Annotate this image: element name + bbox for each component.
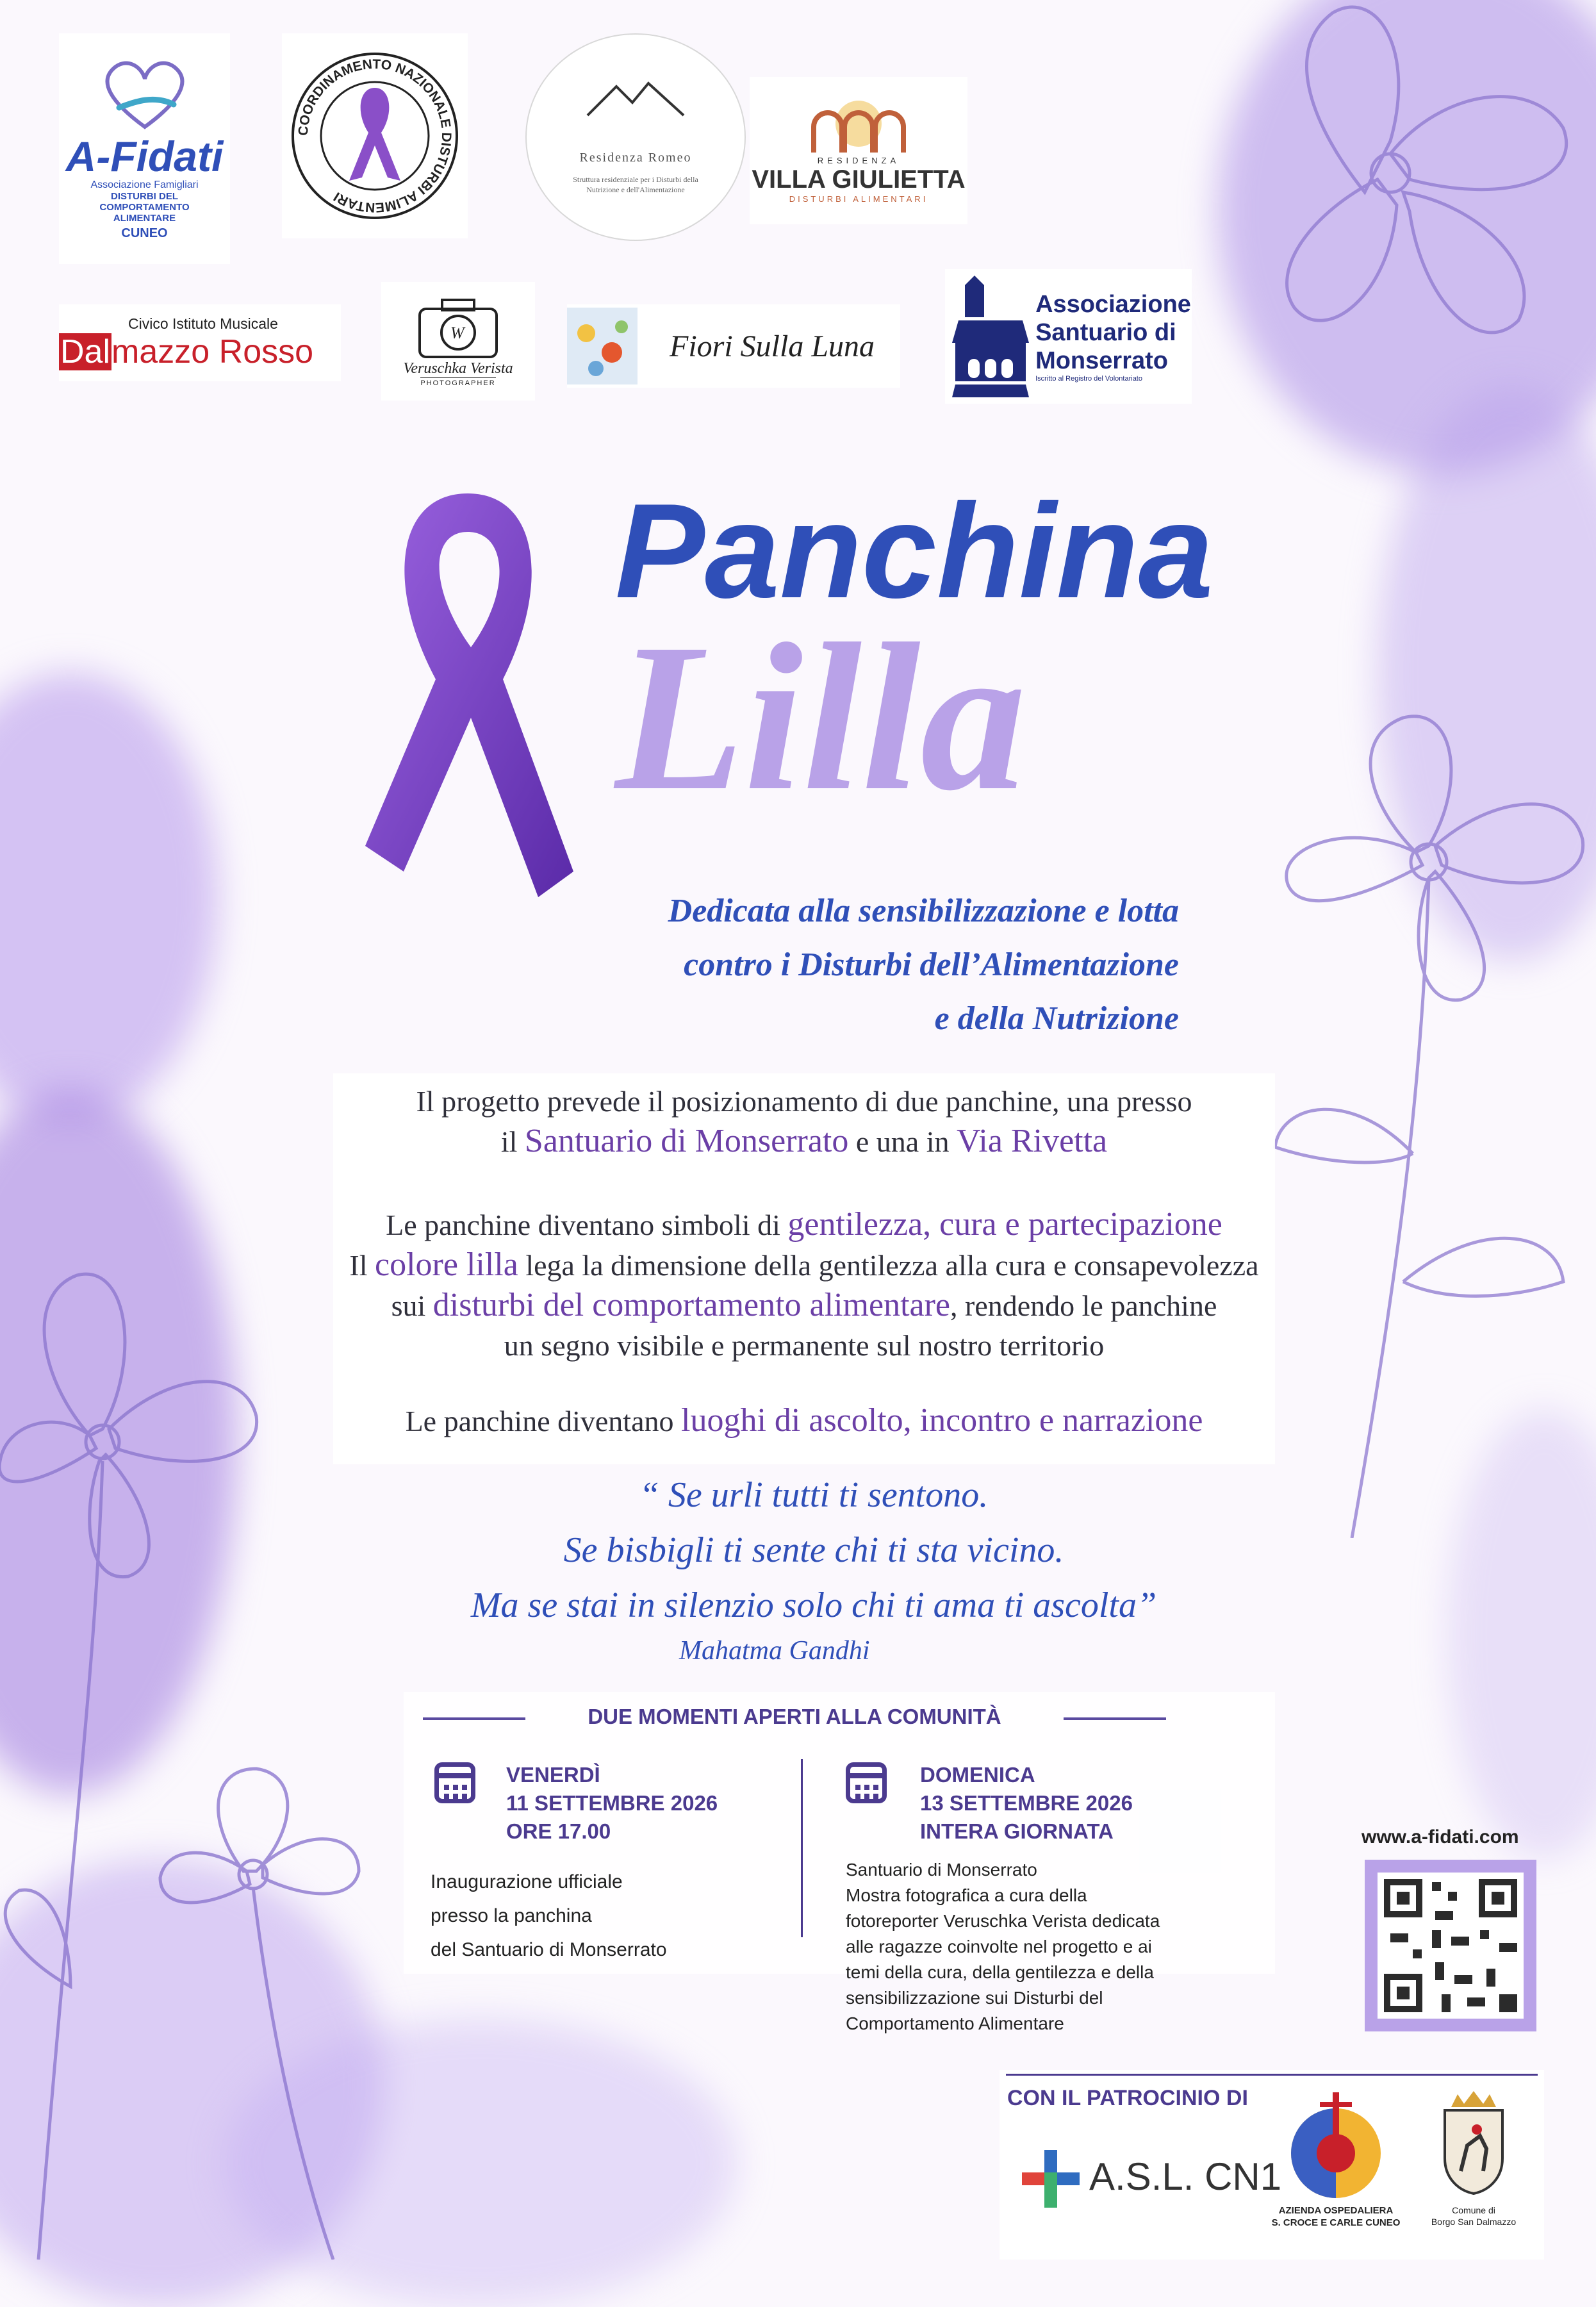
- patrocinio-label: CON IL PATROCINIO DI: [1007, 2086, 1248, 2110]
- quote-author: Mahatma Gandhi: [679, 1636, 870, 1666]
- svg-text:W: W: [450, 323, 465, 342]
- afidati-city: CUNEO: [121, 226, 168, 240]
- p2-text: sui: [391, 1289, 433, 1322]
- church-icon: [946, 272, 1035, 401]
- event2-header: [920, 1761, 1133, 1846]
- event2-desc-6: Comportamento Alimentare: [846, 2013, 1064, 2033]
- flowers-icon: [567, 308, 638, 384]
- paragraph-2: [333, 1205, 1275, 1366]
- romeo-name: Residenza Romeo: [579, 150, 692, 165]
- heart-hands-icon: [97, 56, 193, 133]
- p1-line-2: [333, 1121, 1275, 1162]
- via-rivetta-highlight: Via Rivetta: [956, 1123, 1108, 1159]
- p2-line-1: [333, 1205, 1275, 1245]
- p1-text: il: [500, 1125, 525, 1158]
- p1-line-1: Il progetto prevede il posizionamento di due panchine, una presso: [416, 1085, 1192, 1118]
- subtitle-line-2: contro i Disturbi dell’Alimentazione: [684, 947, 1179, 983]
- quote: [359, 1468, 1269, 1633]
- event1-desc-2: presso la panchina: [431, 1905, 592, 1926]
- logo-dalmazzo-rosso: [59, 304, 341, 381]
- purple-ribbon-icon: [359, 487, 577, 923]
- logo-afidati: [59, 33, 230, 264]
- dalmazzo-small: Civico Istituto Musicale: [128, 315, 278, 332]
- dalmazzo-name: [59, 333, 313, 371]
- comune-line-2: Borgo San Dalmazzo: [1431, 2217, 1517, 2227]
- event2-time: INTERA GIORNATA: [920, 1819, 1114, 1843]
- p2-line-2: [333, 1245, 1275, 1286]
- azienda-name: [1249, 2204, 1422, 2229]
- fiori-name: Fiori Sulla Luna: [670, 329, 875, 363]
- event2-description: [846, 1857, 1192, 2037]
- events-rule-right: [1064, 1717, 1166, 1720]
- dalmazzo-name-a: Dal: [60, 333, 111, 370]
- afidati-line2: DISTURBI DEL COMPORTAMENTO ALIMENTARE: [99, 191, 190, 224]
- p2-text: , rendendo le panchine: [950, 1289, 1217, 1322]
- santuario-highlight: Santuario di Monserrato: [524, 1123, 849, 1159]
- afidati-line1: Associazione Famigliari: [90, 179, 199, 190]
- logo-villa-giulietta: [750, 77, 967, 224]
- villa-name: VILLA GIULIETTA: [752, 165, 966, 194]
- event1-desc-1: Inaugurazione ufficiale: [431, 1871, 623, 1892]
- event1-description: [431, 1865, 667, 1967]
- ribbon-icon: [349, 88, 400, 181]
- mountains-icon: [584, 80, 687, 119]
- subtitle-line-3: e della Nutrizione: [934, 1000, 1179, 1037]
- event2-desc-4: temi della cura, della gentilezza e della: [846, 1962, 1154, 1982]
- quote-line-2: Se bisbigli ti sente chi ti sta vicino.: [563, 1530, 1064, 1570]
- qr-code-icon: [1365, 1860, 1536, 2031]
- event2-day: DOMENICA: [920, 1763, 1035, 1787]
- p1-text: e una in: [848, 1125, 957, 1158]
- website-link[interactable]: www.a-fidati.com: [1362, 1826, 1519, 1848]
- event1-day: VENERDÌ: [506, 1763, 600, 1787]
- event1-date: 11 SETTEMBRE 2026: [506, 1791, 718, 1815]
- comune-crest-icon: [1438, 2088, 1509, 2197]
- arches-icon: [807, 98, 910, 156]
- p3-text: Le panchine diventano: [405, 1405, 682, 1437]
- logo-santuario-monserrato: [945, 269, 1192, 404]
- luoghi-highlight: luoghi di ascolto, incontro e narrazione: [681, 1402, 1203, 1439]
- qr-code[interactable]: [1365, 1860, 1536, 2031]
- events-rule-left: [423, 1717, 525, 1720]
- comune-name: [1419, 2204, 1528, 2228]
- title-panchina: Panchina: [615, 475, 1213, 626]
- calendar-icon: [846, 1762, 887, 1803]
- watercolor-wash: [0, 673, 218, 1121]
- patrocinio-rule: [1006, 2074, 1538, 2076]
- p2-text: Il: [349, 1249, 375, 1282]
- event2-place: Santuario di Monserrato: [846, 1860, 1037, 1880]
- azienda-ospedaliera-logo: [1275, 2092, 1397, 2201]
- comune-line-1: Comune di: [1452, 2205, 1495, 2215]
- santuario-reg: Iscritto al Registro del Volontariato: [1035, 375, 1142, 383]
- villa-top: RESIDENZA: [817, 155, 900, 165]
- p3-line-1: [333, 1401, 1275, 1441]
- event1-header: [506, 1761, 718, 1846]
- disturbi-highlight: disturbi del comportamento alimentare: [432, 1287, 950, 1323]
- azienda-line-2: S. CROCE E CARLE CUNEO: [1271, 2217, 1401, 2228]
- logo-veruschka: [381, 282, 535, 401]
- p2-line-3: [333, 1286, 1275, 1326]
- logo-fiori-sulla-luna: [567, 304, 900, 388]
- veruschka-sub: PHOTOGRAPHER: [420, 377, 495, 387]
- calendar-icon: [434, 1762, 475, 1803]
- event2-desc-1: Mostra fotografica a cura della: [846, 1885, 1087, 1905]
- events-heading: DUE MOMENTI APERTI ALLA COMUNITÀ: [588, 1705, 1001, 1728]
- events-divider: [801, 1759, 803, 1937]
- event1-time: ORE 17.00: [506, 1819, 611, 1843]
- quote-line-1: “ Se urli tutti ti sentono.: [639, 1475, 989, 1515]
- villa-sub: DISTURBI ALIMENTARI: [789, 194, 928, 204]
- santuario-l1: Associazione: [1035, 291, 1191, 318]
- afidati-name: A-Fidati: [65, 133, 224, 180]
- coordinamento-seal: [288, 43, 461, 229]
- santuario-l2: Santuario di: [1035, 319, 1176, 346]
- event2-desc-3: alle ragazze coinvolte nel progetto e ai: [846, 1937, 1152, 1956]
- asl-name: A.S.L. CN1: [1089, 2155, 1282, 2198]
- p2-line-4: un segno visibile e permanente sul nostro territorio: [504, 1329, 1105, 1362]
- santuario-l3: Monserrato: [1035, 347, 1168, 374]
- p2-text: Le panchine diventano simboli di: [386, 1209, 788, 1241]
- p2-text: lega la dimensione della gentilezza alla cura e consapevolezza: [518, 1249, 1259, 1282]
- logo-residenza-romeo: [525, 33, 746, 241]
- colore-lilla-highlight: colore lilla: [375, 1246, 518, 1283]
- event2-date: 13 SETTEMBRE 2026: [920, 1791, 1133, 1815]
- gentilezza-highlight: gentilezza, cura e partecipazione: [787, 1206, 1222, 1243]
- azienda-line-1: AZIENDA OSPEDALIERA: [1278, 2205, 1394, 2216]
- asl-cross-icon: [1022, 2150, 1080, 2208]
- romeo-desc: Struttura residenziale per i Disturbi della Nutrizione e dell'Alimentazione: [573, 174, 698, 194]
- dalmazzo-name-b: mazzo Rosso: [111, 333, 314, 370]
- veruschka-name: Veruschka Verista: [403, 360, 513, 377]
- event2-desc-5: sensibilizzazione sui Disturbi del: [846, 1988, 1103, 2008]
- logo-coordinamento: [282, 33, 468, 238]
- event1-desc-3: del Santuario di Monserrato: [431, 1939, 667, 1960]
- coordinamento-ring-text: COORDINAMENTO NAZIONALE DISTURBI ALIMENTARI: [295, 56, 454, 215]
- event2-desc-2: fotoreporter Veruschka Verista dedicata: [846, 1911, 1160, 1931]
- subtitle-line-1: Dedicata alla sensibilizzazione e lotta: [668, 893, 1179, 929]
- quote-line-3: Ma se stai in silenzio solo chi ti ama ti ascolta”: [470, 1585, 1157, 1625]
- paragraph-3: [333, 1401, 1275, 1441]
- title-lilla: Lilla: [615, 600, 1026, 834]
- subtitle: [448, 884, 1179, 1046]
- paragraph-1: [333, 1082, 1275, 1162]
- camera-icon: [413, 296, 503, 360]
